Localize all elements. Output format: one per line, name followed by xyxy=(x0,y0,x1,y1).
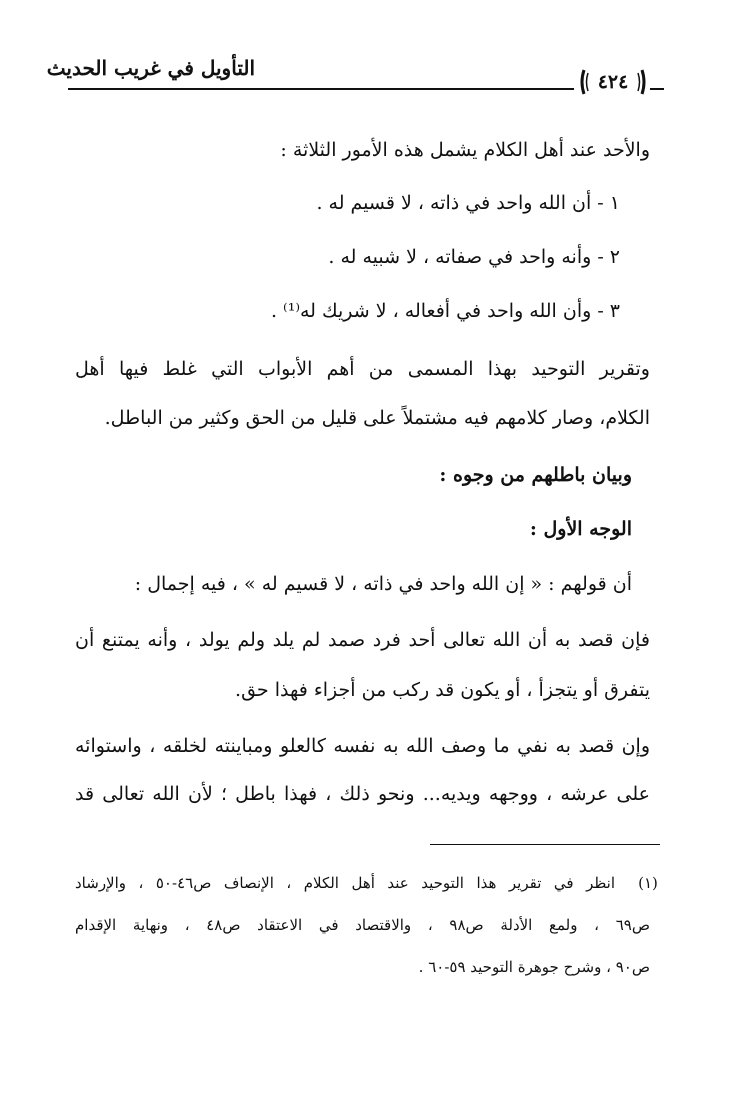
footnote-line: ص٩٠ ، وشرح جوهرة التوحيد ٥٩-٦٠ . xyxy=(418,958,650,976)
body-line: الكلام، وصار كلامهم فيه مشتملاً على قليل من الحق وكثير من الباطل. xyxy=(104,407,650,429)
footnote-line: ص٦٩ ، ولمع الأدلة ص٩٨ ، والاقتصاد في الاعتقاد ص٤٨ ، ونهاية الإقدام xyxy=(75,916,650,934)
header-rule-right xyxy=(650,88,664,90)
subsection-heading: الوجه الأول : xyxy=(529,518,632,540)
section-heading: وبيان باطلهم من وجوه : xyxy=(439,464,632,486)
body-line: أن قولهم : « إن الله واحد في ذاته ، لا قسيم له » ، فيه إجمال : xyxy=(134,573,632,595)
list-item: ١ - أن الله واحد في ذاته ، لا قسيم له . xyxy=(316,192,620,214)
body-line: فإن قصد به أن الله تعالى أحد فرد صمد لم يلد ولم يولد ، وأنه يمتنع أن xyxy=(75,629,650,651)
page-number: ٤٢٤ xyxy=(597,71,629,93)
body-line: وتقرير التوحيد بهذا المسمى من أهم الأبواب التي غلط فيها أهل xyxy=(75,358,650,380)
list-item: ٣ - وأن الله واحد في أفعاله ، لا شريك له⁽¹⁾ . xyxy=(270,300,620,322)
body-line: على عرشه ، ووجهه ويديه... ونحو ذلك ، فهذا باطل ؛ لأن الله تعالى قد xyxy=(75,783,650,805)
body-line: يتفرق أو يتجزأ ، أو يكون قد ركب من أجزاء فهذا حق. xyxy=(235,679,650,701)
running-header-title: التأويل في غريب الحديث xyxy=(46,56,255,80)
page-number-badge xyxy=(578,67,648,97)
footnote-number: (١) xyxy=(638,874,658,892)
list-item: ٢ - وأنه واحد في صفاته ، لا شبيه له . xyxy=(328,246,620,268)
body-line: والأحد عند أهل الكلام يشمل هذه الأمور الثلاثة : xyxy=(280,139,650,161)
footnote-separator xyxy=(430,844,660,845)
header-rule-left xyxy=(68,88,574,90)
footnote-line: انظر في تقرير هذا التوحيد عند أهل الكلام ، الإنصاف ص٤٦-٥٠ ، والإرشاد xyxy=(75,874,615,892)
body-line: وإن قصد به نفي ما وصف الله به نفسه كالعلو ومباينته لخلقه ، واستوائه xyxy=(75,735,650,757)
